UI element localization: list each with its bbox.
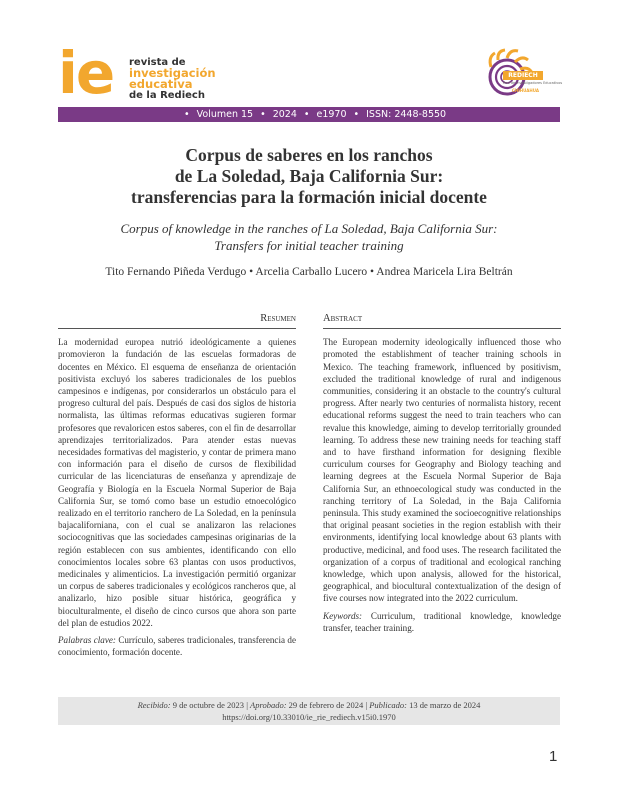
separator-dot: • [260, 109, 266, 120]
dates-line [58, 699, 560, 711]
article-subtitle-line: Transfers for initial teacher training [214, 238, 404, 253]
resumen-heading: Resumen [58, 313, 296, 329]
published-label: Publicado: [369, 700, 407, 710]
rediech-label: REDIECH [503, 71, 543, 80]
resumen-body: La modernidad europea nutrió ideológicamente a quienes promovieron la fundación de las escuelas formadoras de docentes en México. El esquema de enseñanza de orientación positivista excluyó los saberes tradicionales de los pueblos campesinos e indígenas, por considerarlos un obstáculo para el progreso cultural del país. Después de casi dos siglos de historia normalista, las últimas reformas educativas sugieren formar profesores que revaloricen estos saberes, con el fin de desarrollar aprendizajes territorializados. Para atender estas nuevas necesidades formativas del magisterio, y contar de primera mano con información para el diseño de cursos de flexibilidad curricular de las licenciaturas de enseñanza y aprendizaje de Geografía y Biología en la Escuela Normal Superior de Baja California Sur, se tomó como base un estudio etnoecológico realizado en el territorio ranchero de La Soledad, en la península bajacaliforniana, con el cual se analizaron las relaciones sociocognitivas que las sociedades campesinas originarias de la región establecen con sus ambientes, identificando con ello conocimientos locales sobre 63 plantas con usos productivos, medicinales y alimenticios. La investigación permitió organizar un corpus de saberes tradicionales y ecológicos rancheros que, al analizarlo, hizo posible situar histórica, geográfica y bioculturalmente, el diseño de cinco cursos que ahora son parte del plan de estudios 2022. [58, 337, 296, 628]
keywords-text: Curriculum, traditional knowledge, knowledge transfer, teacher training. [323, 610, 561, 633]
article-id: e1970 [316, 109, 347, 120]
journal-name-line2: investigación [129, 66, 216, 80]
author-list: Tito Fernando Piñeda Verdugo • Arcelia Carballo Lucero • Andrea Maricela Lira Beltrán [105, 266, 513, 278]
journal-name-line1: revista de [129, 57, 186, 68]
article-title-line: transferencias para la formación inicial docente [131, 187, 487, 207]
article-title [58, 145, 560, 208]
abstract-column [323, 313, 561, 634]
received-label: Recibido: [137, 700, 171, 710]
approved-date: 29 de febrero de 2024 [286, 700, 364, 710]
abstract-keywords [323, 610, 561, 634]
abstract-body: The European modernity ideologically influenced those who promoted the establishment of teacher training schools in Mexico. The teaching framework, influenced by positivism, excluded the traditional knowledge of rural and indigenous communities, considering it an obstacle to the country's cultural progress. After nearly two centuries of normalista history, recent educational reforms suggest the need to train teachers who can revalue this knowledge, aiming to develop territorially grounded learning. To address these new training needs for teaching staff and to have firsthand information for designing flexible curriculum courses for Geography and Biology teaching and learning degrees at the Escuela Normal Superior de Baja California Sur, an ethnoecological study was conducted in the ranching territory of La Soledad, in the Baja California peninsula. This study examined the socioecognitive relationships that original peasant societies in the region establish with their environments, identifying local knowledge about 63 plants with productive, medicinal, and food uses. The research facilitated the organization of a corpus of traditional and ecological ranching knowledge, which upon analysis, allowed for the historical, geographical, and biocultural contextualization of the design of five courses now integrated into the 2022 curriculum. [323, 337, 561, 604]
keywords-label: Palabras clave: [58, 635, 116, 646]
issn: ISSN: 2448-8550 [366, 109, 447, 120]
journal-name-line4: de la Rediech [129, 90, 205, 101]
separator: | [365, 700, 370, 710]
keywords-text: Currículo, saberes tradicionales, transferencia de conocimiento, formación docente. [58, 635, 296, 658]
article-title-line: de La Soledad, Baja California Sur: [174, 166, 444, 186]
publication-dates [58, 697, 560, 725]
article-title-line: Corpus de saberes en los ranchos [185, 145, 433, 165]
rediech-subtitle: Red de Investigadores Educativos [503, 81, 563, 85]
page-number: 1 [549, 748, 558, 765]
separator-dot: • [184, 109, 190, 120]
resumen-keywords [58, 634, 296, 658]
resumen-column [58, 313, 296, 658]
year: 2024 [272, 109, 297, 120]
separator-dot: • [353, 109, 360, 120]
received-date: 9 de octubre de 2023 [170, 700, 245, 710]
article-subtitle [58, 220, 560, 254]
separator-dot: • [303, 109, 310, 120]
doi-link[interactable]: https://doi.org/10.33010/ie_rie_rediech.v15i0.1970 [222, 712, 396, 722]
article-subtitle-line: Corpus of knowledge in the ranches of La Soledad, Baja California Sur: [120, 221, 498, 236]
journal-name [129, 57, 216, 101]
keywords-label: Keywords: [323, 610, 363, 621]
approved-label: Aprobado: [250, 700, 287, 710]
issue-meta-bar [58, 107, 560, 122]
published-date: 13 de marzo de 2024 [406, 700, 481, 710]
volume: Volumen 15 [196, 109, 254, 120]
journal-name-line3: educativa [129, 77, 193, 91]
abstract-heading: Abstract [323, 313, 561, 329]
journal-logo-mark: ie [58, 39, 114, 107]
rediech-tag: CHIHUAHUA [512, 88, 539, 93]
separator: | [246, 700, 251, 710]
